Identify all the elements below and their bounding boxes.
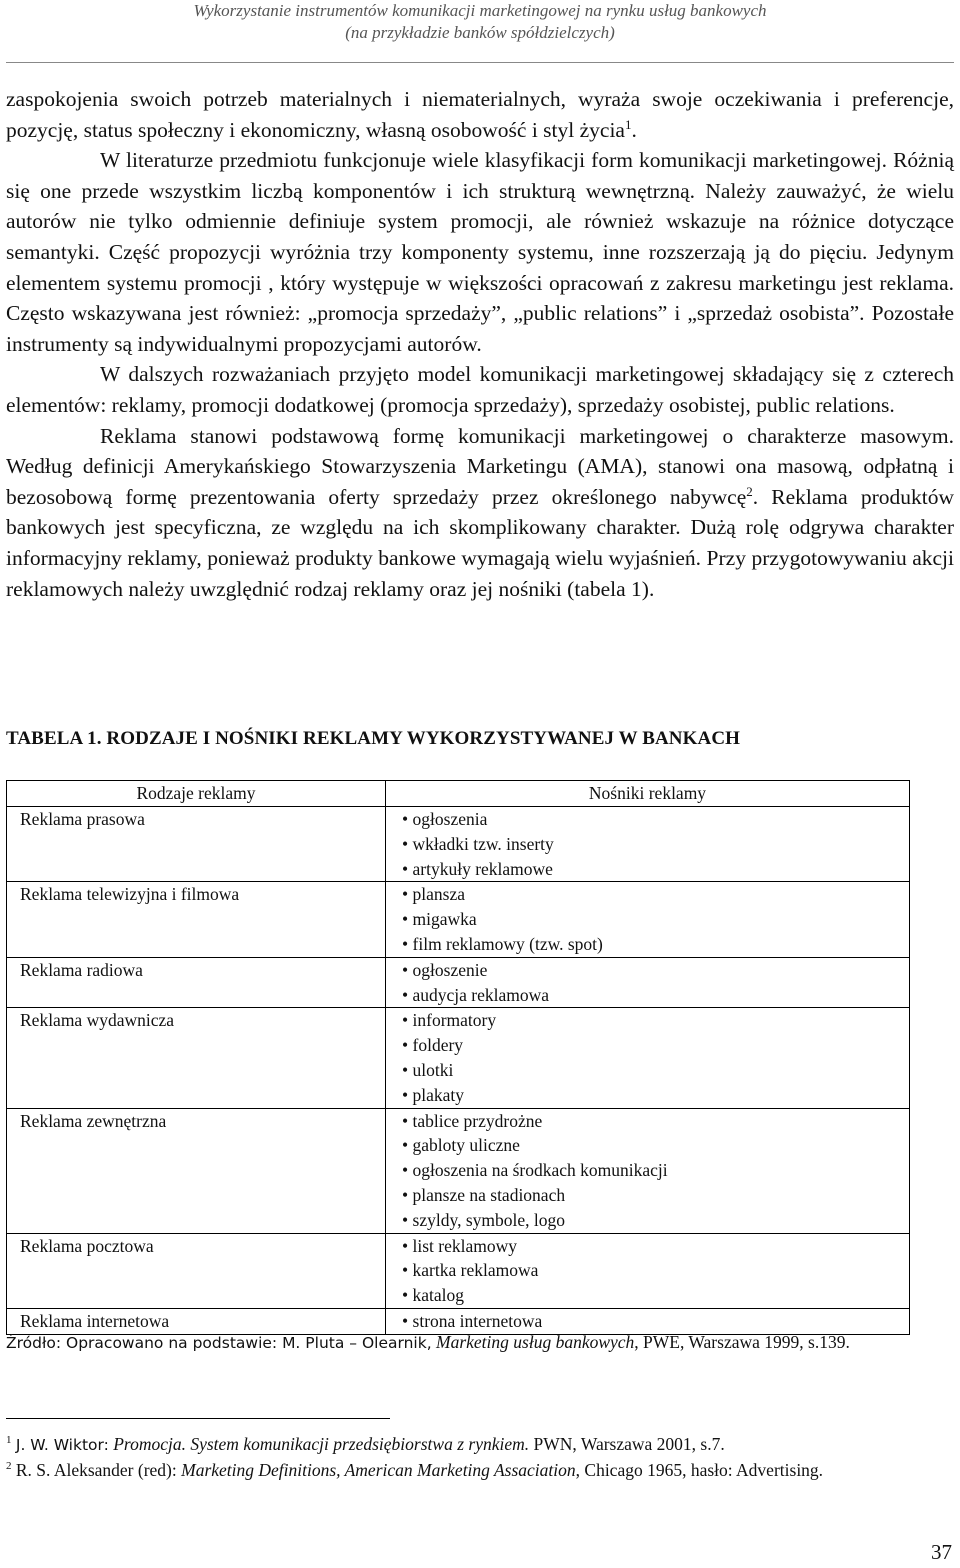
- advertising-type-cell: Reklama wydawnicza: [7, 1008, 386, 1108]
- paragraph-1-text: zaspokojenia swoich potrzeb materialnych i niematerialnych, wyraża swoje oczekiwania i preferencje, pozycję, status społeczny i ekonomiczny, własną osobowość i styl życia: [6, 87, 954, 142]
- media-list-item: • ulotki: [402, 1058, 909, 1083]
- media-list: [386, 1008, 909, 1107]
- footnote-author: R. S. Aleksander (red):: [15, 1459, 177, 1480]
- footnote-rest: PWN, Warszawa 2001, s.7.: [529, 1434, 725, 1454]
- media-list-item: • szyldy, symbole, logo: [402, 1208, 909, 1233]
- media-list-item: • artykuły reklamowe: [402, 857, 909, 882]
- footnote-title: Marketing Definitions, American Marketing Assaciation: [181, 1459, 576, 1480]
- advertising-type-cell: Reklama internetowa: [7, 1308, 386, 1334]
- table-row: [7, 882, 910, 957]
- media-list-item: • wkładki tzw. inserty: [402, 832, 909, 857]
- media-list-item: • gabloty uliczne: [402, 1133, 909, 1158]
- media-list-item: • plansza: [402, 882, 909, 907]
- advertising-type-cell: Reklama pocztowa: [7, 1233, 386, 1308]
- media-list-item: • foldery: [402, 1033, 909, 1058]
- table-header-row: [7, 781, 910, 807]
- media-list: [386, 882, 909, 956]
- advertising-media-cell: [386, 1233, 910, 1308]
- table-title: TABELA 1. RODZAJE I NOŚNIKI REKLAMY WYKORZYSTYWANEJ W BANKACH: [6, 728, 741, 749]
- advertising-media-cell: [386, 957, 910, 1008]
- media-list-item: • kartka reklamowa: [402, 1258, 909, 1283]
- media-list-item: • film reklamowy (tzw. spot): [402, 932, 909, 957]
- advertising-type-cell: Reklama prasowa: [7, 807, 386, 882]
- header-divider: [6, 62, 954, 63]
- table-body: [7, 807, 910, 1335]
- footnote-author: J. W. Wiktor:: [15, 1436, 109, 1454]
- column-header-media: Nośniki reklamy: [386, 781, 910, 807]
- advertising-media-cell: [386, 1008, 910, 1108]
- paragraph-4-text: Reklama stanowi podstawową formę komunikacji marketingowej o charakterze masowym. Według definicji Amerykańskiego Stowarzyszenia Marketingu (AMA), stanowi ona masową, odpłatną i bezosobową formę prezentowania oferty sprzedaży przez określonego nabywcę: [6, 423, 954, 509]
- media-list-item: • plakaty: [402, 1083, 909, 1108]
- table-row: [7, 1233, 910, 1308]
- running-header: [0, 0, 960, 44]
- advertising-type-cell: Reklama zewnętrzna: [7, 1108, 386, 1233]
- footnote-divider: [6, 1418, 390, 1419]
- source-label: Źródło: Opracowano na podstawie: M. Pluta – Olearnik,: [6, 1334, 432, 1352]
- footnote-rest: , Chicago 1965, hasło: Advertising.: [575, 1459, 824, 1480]
- media-list-item: • audycja reklamowa: [402, 983, 909, 1008]
- footnotes: [6, 1432, 956, 1482]
- media-list: [386, 958, 909, 1008]
- footnote-title: Promocja. System komunikacji przedsiębiorstwa z rynkiem.: [113, 1434, 530, 1454]
- media-list: [386, 1109, 909, 1233]
- footnote-number: 2: [6, 1459, 12, 1472]
- running-header-line-1: Wykorzystanie instrumentów komunikacji marketingowej na rynku usług bankowych: [193, 1, 767, 20]
- footnote-ref-1[interactable]: 1: [624, 116, 632, 132]
- media-list-item: • plansze na stadionach: [402, 1183, 909, 1208]
- media-list-item: • katalog: [402, 1283, 909, 1308]
- source-rest: , PWE, Warszawa 1999, s.139.: [634, 1332, 850, 1352]
- table-source: [6, 1330, 956, 1356]
- footnote-ref-2[interactable]: 2: [746, 483, 753, 499]
- source-title: Marketing usług bankowych: [436, 1332, 635, 1352]
- page-number: 37: [931, 1540, 952, 1564]
- media-list-item: • informatory: [402, 1008, 909, 1033]
- advertising-type-cell: Reklama telewizyjna i filmowa: [7, 882, 386, 957]
- table-row: [7, 957, 910, 1008]
- media-list: [386, 1234, 909, 1308]
- paragraph-4-end: . Reklama produktów bankowych jest specyficzna, ze względu na ich skomplikowany charakter. Dużą rolę odgrywa charakter informacyjny reklamy, ponieważ produkty bankowe wymagają wielu wyjaśnień. Przy przygotowywaniu akcji reklamowych należy uwzględnić rodzaj reklamy oraz jej nośniki (tabela 1).: [6, 484, 955, 601]
- table-row: [7, 1008, 910, 1108]
- table-row: [7, 807, 910, 882]
- media-list-item: • migawka: [402, 907, 909, 932]
- advertising-table: [6, 780, 910, 1335]
- advertising-media-cell: [386, 1108, 910, 1233]
- body-text: [6, 84, 954, 604]
- paragraph-4: [6, 421, 954, 605]
- footnote-number: 1: [6, 1434, 12, 1447]
- media-list-item: • ogłoszenie: [402, 958, 909, 983]
- media-list-item: • list reklamowy: [402, 1234, 909, 1259]
- media-list-item: • ogłoszenia: [402, 807, 909, 832]
- column-header-types: Rodzaje reklamy: [7, 781, 386, 807]
- paragraph-3: W dalszych rozważaniach przyjęto model komunikacji marketingowej składający się z czterech elementów: reklamy, promocji dodatkowej (promocja sprzedaży), sprzedaży osobistej, public relations.: [6, 362, 954, 417]
- media-list-item: • ogłoszenia na środkach komunikacji: [402, 1158, 909, 1183]
- media-list-item: • strona internetowa: [402, 1309, 909, 1334]
- media-list: [386, 807, 909, 881]
- advertising-media-cell: [386, 807, 910, 882]
- advertising-type-cell: Reklama radiowa: [7, 957, 386, 1008]
- paragraph-1-end: .: [631, 117, 637, 142]
- running-header-line-2: (na przykładzie banków spółdzielczych): [345, 23, 615, 42]
- footnote-2: [6, 1458, 956, 1483]
- paragraph-2: W literaturze przedmiotu funkcjonuje wiele klasyfikacji form komunikacji marketingowej. Różnią się one przede wszystkim liczbą komponentów i ich strukturą wewnętrzną. Należy zauważyć, że wielu autorów nie tylko odmiennie definiuje system promocji, ale również wskazuje na różnice dotyczące semantyki. Część propozycji wyróżnia trzy komponenty systemu, inne rozszerzają ją do pięciu. Jedynym elementem systemu promocji , który występuje w większości opracowań z zakresu marketingu jest reklama. Często wskazywana jest również: „promocja sprzedaży”, „public relations” i „sprzedaż osobista”. Pozostałe instrumenty są indywidualnymi propozycjami autorów.: [6, 148, 954, 356]
- paragraph-1: [6, 84, 954, 145]
- advertising-media-cell: [386, 882, 910, 957]
- media-list-item: • tablice przydrożne: [402, 1109, 909, 1134]
- footnote-1: [6, 1432, 956, 1458]
- table-row: [7, 1108, 910, 1233]
